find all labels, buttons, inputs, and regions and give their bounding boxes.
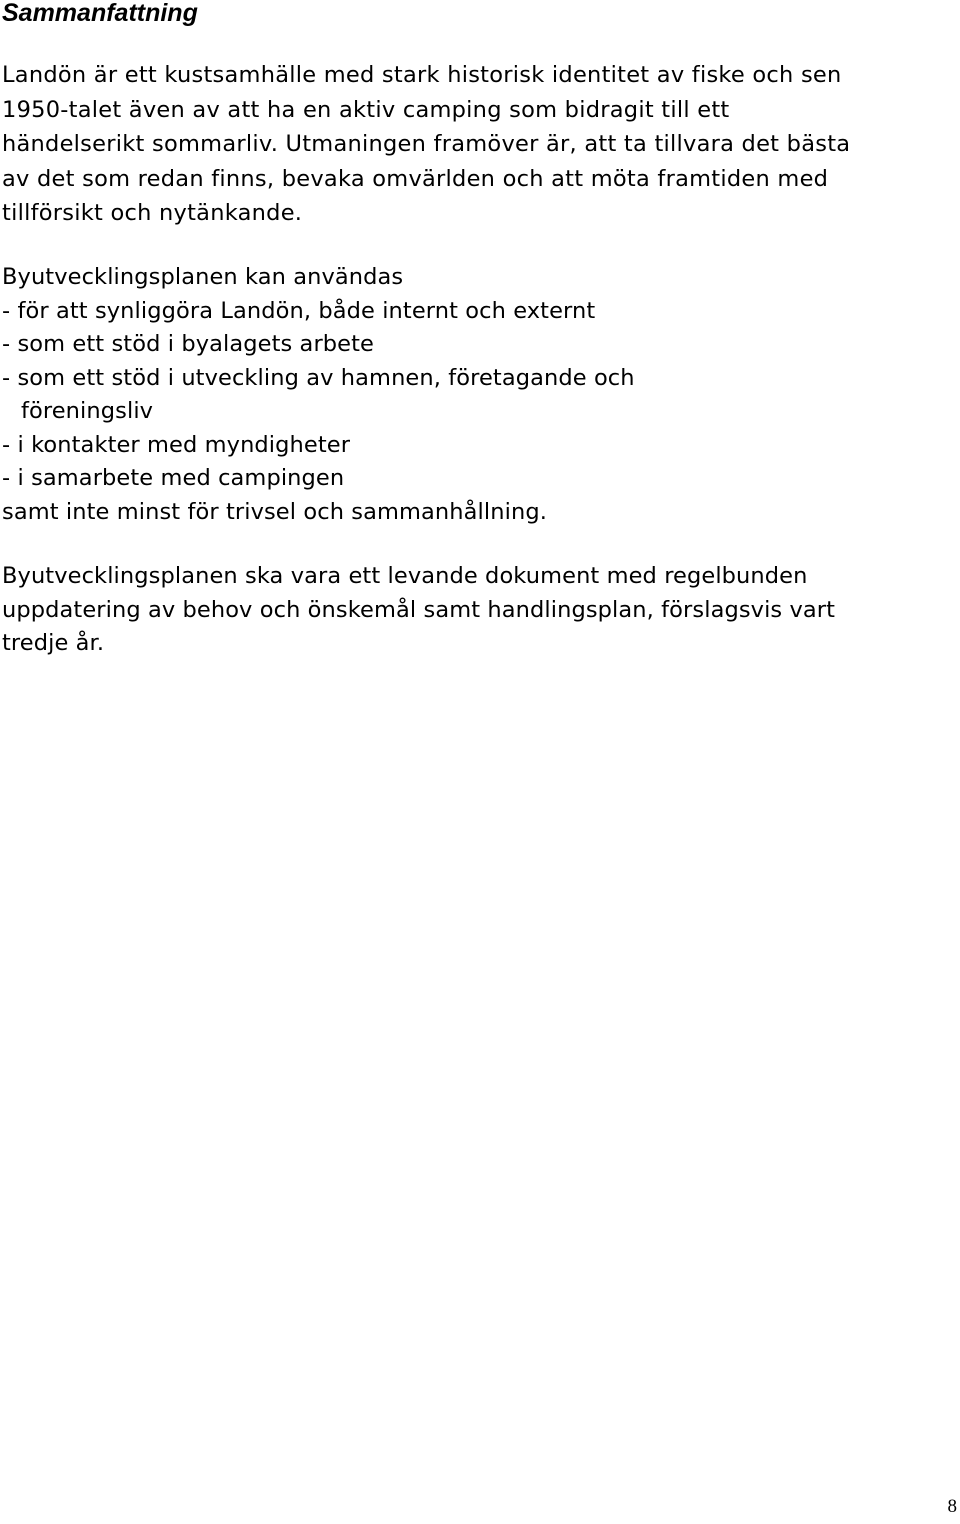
uses-item-3-continuation: föreningsliv (21, 398, 154, 424)
uses-lead: Byutvecklingsplanen kan användas (2, 264, 404, 290)
uses-item-1: - för att synliggöra Landön, både internt och externt (2, 297, 596, 324)
uses-list-section (2, 261, 957, 529)
closing-paragraph (2, 560, 957, 661)
intro-paragraph (2, 58, 957, 231)
uses-closing: samt inte minst för trivsel och sammanhållning. (2, 498, 547, 525)
intro-line-2: 1950-talet även av att ha en aktiv camping som bidragit till ett (2, 96, 730, 123)
intro-line-3: händelserikt sommarliv. Utmaningen framöver är, att ta tillvara det bästa (2, 131, 851, 157)
uses-item-3: - som ett stöd i utveckling av hamnen, företagande och (2, 364, 635, 391)
section-heading: Sammanfattning (2, 0, 198, 27)
closing-line-3: tredje år. (2, 630, 105, 656)
intro-line-5: tillförsikt och nytänkande. (2, 200, 303, 226)
closing-line-2: uppdatering av behov och önskemål samt handlingsplan, förslagsvis vart (2, 596, 836, 623)
closing-line-1: Byutvecklingsplanen ska vara ett levande dokument med regelbunden (2, 563, 808, 589)
page-number: 8 (947, 1496, 957, 1517)
uses-item-4: - i kontakter med myndigheter (2, 431, 351, 458)
uses-item-5: - i samarbete med campingen (2, 465, 345, 491)
intro-line-4: av det som redan finns, bevaka omvärlden och att möta framtiden med (2, 165, 829, 192)
intro-line-1: Landön är ett kustsamhälle med stark historisk identitet av fiske och sen (2, 62, 842, 88)
uses-item-2: - som ett stöd i byalagets arbete (2, 331, 374, 357)
